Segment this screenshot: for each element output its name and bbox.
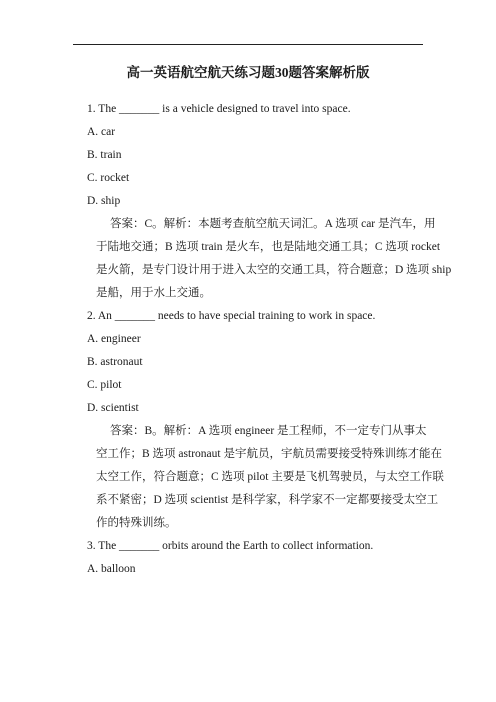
question-1-answer-line: 于陆地交通；B 选项 train 是火车，也是陆地交通工具；C 选项 rocket: [96, 241, 441, 253]
question-2-option-a: A. engineer: [87, 333, 141, 345]
document-title: 高一英语航空航天练习题30题答案解析版: [126, 65, 370, 80]
header-rule: [73, 44, 423, 45]
question-2-answer-line: 太空工作，符合题意；C 选项 pilot 主要是飞机驾驶员，与太空工作联: [96, 471, 444, 483]
question-1-answer-line: 答案：C。解析：本题考查航空航天词汇。A 选项 car 是汽车，用: [110, 218, 436, 230]
question-1-option-b: B. train: [87, 149, 122, 161]
question-2-answer-line: 空工作；B 选项 astronaut 是宇航员，宇航员需要接受特殊训练才能在: [96, 448, 442, 460]
question-3-stem: 3. The _______ orbits around the Earth to collect information.: [87, 540, 374, 552]
question-2-option-c: C. pilot: [87, 379, 122, 391]
question-2-stem: 2. An _______ needs to have special training to work in space.: [87, 310, 376, 322]
question-1-answer-line: 是火箭，是专门设计用于进入太空的交通工具，符合题意；D 选项 ship: [96, 264, 452, 276]
document-content: [73, 98, 452, 581]
question-2-answer-line: 答案：B。解析：A 选项 engineer 是工程师，不一定专门从事太: [110, 425, 427, 437]
question-2-answer-line: 系不紧密；D 选项 scientist 是科学家，科学家不一定都要接受太空工: [96, 494, 439, 506]
question-1-option-d: D. ship: [87, 195, 121, 207]
question-3-option-a: A. balloon: [87, 563, 136, 575]
question-2-option-b: B. astronaut: [87, 356, 143, 368]
question-1-stem: 1. The _______ is a vehicle designed to travel into space.: [87, 103, 351, 115]
question-2-option-d: D. scientist: [87, 402, 139, 414]
question-1-option-c: C. rocket: [87, 172, 130, 184]
question-1-answer: [73, 213, 452, 305]
question-1-answer-line: 是船，用于水上交通。: [96, 287, 211, 299]
question-2-answer-line: 作的特殊训练。: [96, 517, 177, 529]
question-1-option-a: A. car: [87, 126, 116, 138]
question-2-answer: [73, 420, 444, 535]
